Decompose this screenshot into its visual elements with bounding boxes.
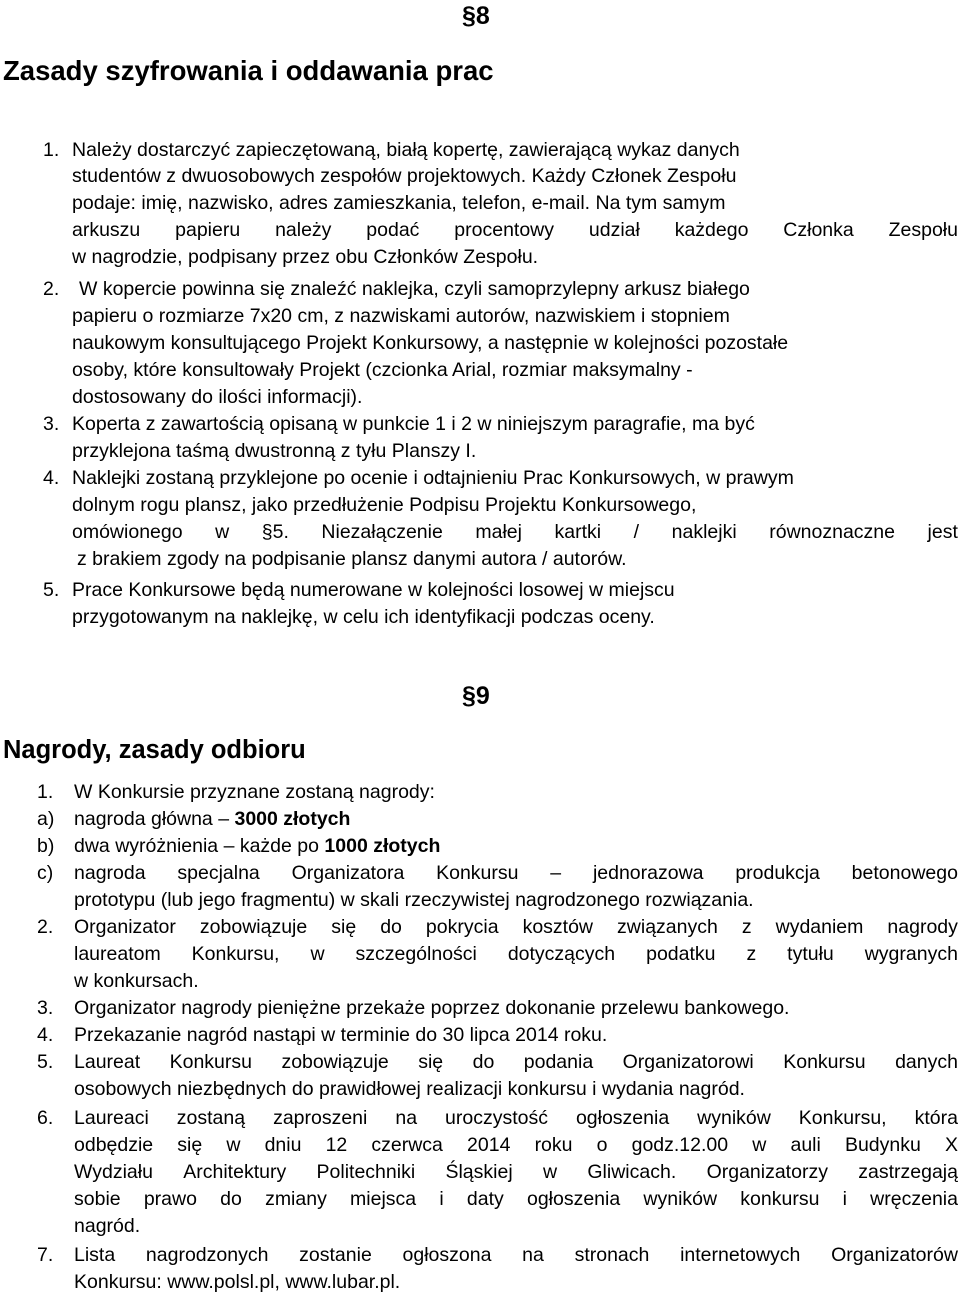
word: podać: [366, 219, 420, 241]
word: ogłoszona: [402, 1244, 492, 1266]
item-number: 7.: [37, 1244, 54, 1266]
word: zostaną: [176, 1107, 246, 1129]
word: Lista: [74, 1244, 116, 1266]
word: jednorazowa: [592, 862, 704, 884]
word: dotyczących: [507, 943, 616, 965]
item-number: 5.: [37, 1051, 54, 1073]
item-line: w nagrodzie, podpisany przez obu Członków Zespołu.: [72, 246, 539, 268]
word: daty: [466, 1188, 504, 1210]
word: Konkursu: [436, 862, 519, 884]
item-line: Koperta z zawartością opisaną w punkcie 1 i 2 w niniejszym paragrafie, ma być: [72, 413, 755, 435]
word: Budynku: [844, 1134, 921, 1156]
word: Śląskiej: [445, 1161, 513, 1183]
sub-item-letter: c): [37, 862, 54, 884]
word: udział: [588, 219, 640, 241]
item-line: osoby, które konsultowały Projekt (czcionka Arial, rozmiar maksymalny -: [72, 359, 693, 381]
word: na: [522, 1244, 544, 1266]
word: nagrody: [887, 916, 958, 938]
prize-amount: 1000 złotych: [324, 835, 441, 857]
sub-item-text: dwa wyróżnienia – każde po: [74, 835, 325, 857]
word: betonowego: [851, 862, 958, 884]
word: wyników: [697, 1107, 771, 1129]
word: konkursu: [740, 1188, 820, 1210]
word: do: [380, 916, 402, 938]
word: Konkursu: [169, 1051, 252, 1073]
word: §5.: [261, 521, 289, 543]
word: ogłoszenia: [526, 1188, 621, 1210]
word: kosztów: [522, 916, 594, 938]
word: Architektury: [183, 1161, 287, 1183]
word: Gliwicach.: [587, 1161, 677, 1183]
word: małej: [475, 521, 522, 543]
item-line: podaje: imię, nazwisko, adres zamieszkania, telefon, e-mail. Na tym samym: [72, 192, 726, 214]
item-line-justified: [74, 1188, 958, 1211]
item-line-justified: [74, 943, 958, 966]
word: naklejki: [671, 521, 737, 543]
item-line: Należy dostarczyć zapieczętowaną, białą kopertę, zawierającą wykaz danych: [72, 139, 740, 161]
word: papieru: [175, 219, 241, 241]
word: należy: [275, 219, 332, 241]
item-line: z brakiem zgody na podpisanie plansz danymi autora / autorów.: [77, 548, 627, 570]
item-line: przygotowanym na naklejkę, w celu ich identyfikacji podczas oceny.: [72, 606, 655, 628]
word: arkuszu: [72, 219, 141, 241]
section-8-title: Zasady szyfrowania i oddawania prac: [3, 55, 494, 86]
item-line: prototypu (lub jego fragmentu) w skali rzeczywistej nagrodzonego rozwiązania.: [74, 889, 754, 911]
word: Konkursu,: [798, 1107, 887, 1129]
word: Niezałączenie: [321, 521, 443, 543]
item-number: 6.: [37, 1107, 54, 1129]
word: i: [439, 1188, 444, 1210]
word: Politechniki: [316, 1161, 416, 1183]
item-line-justified: [74, 916, 958, 939]
word: wręczenia: [870, 1188, 958, 1210]
word: Laureaci: [74, 1107, 149, 1129]
item-line: Prace Konkursowe będą numerowane w kolejności losowej w miejscu: [72, 579, 675, 601]
word: uroczystość: [445, 1107, 548, 1129]
word: się: [331, 916, 357, 938]
item-line-justified: [74, 1244, 958, 1267]
word: prawo: [143, 1188, 197, 1210]
word: Konkursu,: [191, 943, 280, 965]
word: laureatom: [74, 943, 161, 965]
word: w: [752, 1134, 767, 1156]
item-number: 3.: [43, 413, 60, 435]
item-line: papieru o rozmiarze 7x20 cm, z nazwiskami autorów, nazwiskiem i stopniem: [72, 305, 730, 327]
word: sobie: [74, 1188, 121, 1210]
word: Organizatorzy: [706, 1161, 828, 1183]
word: w: [542, 1161, 558, 1183]
item-line: Organizator nagrody pieniężne przekaże poprzez dokonanie przelewu bankowego.: [74, 997, 790, 1019]
sub-item-text: nagroda główna –: [74, 808, 235, 830]
word: się: [418, 1051, 444, 1073]
word: nagroda: [74, 862, 146, 884]
item-line: Konkursu: www.polsl.pl, www.lubar.pl.: [74, 1271, 401, 1293]
item-number: 4.: [37, 1024, 54, 1046]
word: godz.12.00: [631, 1134, 729, 1156]
word: kartki: [554, 521, 602, 543]
item-line-justified: [74, 862, 958, 885]
word: Organizatora: [291, 862, 405, 884]
item-line-justified: [72, 219, 958, 242]
item-line: dostosowany do ilości informacji).: [72, 386, 363, 408]
item-line: osobowych niezbędnych do prawidłowej realizacji konkursu i wydania nagród.: [74, 1078, 745, 1100]
word: wygranych: [864, 943, 958, 965]
word: podatku: [646, 943, 716, 965]
word: zmiany: [265, 1188, 327, 1210]
word: internetowych: [680, 1244, 801, 1266]
word: podania: [523, 1051, 594, 1073]
word: produkcja: [735, 862, 820, 884]
item-line: Przekazanie nagród nastąpi w terminie do 30 lipca 2014 roku.: [74, 1024, 608, 1046]
word: Wydziału: [74, 1161, 153, 1183]
word: wyników: [643, 1188, 718, 1210]
word: tytułu: [787, 943, 834, 965]
item-number: 2.: [43, 278, 60, 300]
word: Laureat: [74, 1051, 141, 1073]
word: 2014: [467, 1134, 511, 1156]
word: stronach: [574, 1244, 650, 1266]
word: w: [310, 943, 325, 965]
item-number: 1.: [43, 139, 60, 161]
word: z: [741, 916, 752, 938]
word: Konkursu: [783, 1051, 866, 1073]
section-9-title: Nagrody, zasady odbioru: [3, 736, 306, 764]
word: się: [177, 1134, 203, 1156]
word: Członka: [783, 219, 854, 241]
word: zobowiązuje: [199, 916, 308, 938]
prize-amount: 3000 złotych: [234, 808, 351, 830]
item-line-justified: [74, 1051, 958, 1074]
word: pokrycia: [425, 916, 499, 938]
word: 12: [325, 1134, 348, 1156]
word: jest: [927, 521, 958, 543]
word: dniu: [264, 1134, 302, 1156]
item-line-justified: [74, 1161, 958, 1184]
word: związanych: [617, 916, 718, 938]
word: czerwca: [371, 1134, 443, 1156]
word: każdego: [674, 219, 749, 241]
word: i: [842, 1188, 847, 1210]
word: zastrzegają: [858, 1161, 958, 1183]
word: Organizatorów: [831, 1244, 958, 1266]
item-number: 3.: [37, 997, 54, 1019]
item-number: 1.: [37, 781, 54, 803]
item-line-justified: [72, 521, 958, 544]
section-9-mark: §9: [462, 682, 490, 710]
word: –: [550, 862, 562, 884]
word: która: [914, 1107, 958, 1129]
sub-item-letter: a): [37, 808, 55, 830]
item-line: dolnym rogu plansz, jako przedłużenie Podpisu Projektu Konkursowego,: [72, 494, 697, 516]
word: danych: [895, 1051, 958, 1073]
word: szczególności: [355, 943, 477, 965]
item-line-justified: [74, 1107, 958, 1130]
word: o: [596, 1134, 608, 1156]
item-line: Naklejki zostaną przyklejone po ocenie i odtajnieniu Prac Konkursowych, w prawym: [72, 467, 794, 489]
word: /: [633, 521, 640, 543]
sub-item-a: [74, 808, 350, 831]
word: Organizatorowi: [622, 1051, 754, 1073]
item-line: w konkursach.: [74, 970, 199, 992]
word: zobowiązuje: [281, 1051, 389, 1073]
item-line-justified: [74, 1134, 958, 1157]
word: ogłoszenia: [575, 1107, 670, 1129]
item-line: W kopercie powinna się znaleźć naklejka, czyli samoprzylepny arkusz białego: [79, 278, 750, 300]
word: Zespołu: [888, 219, 958, 241]
word: odbędzie: [74, 1134, 154, 1156]
item-line: naukowym konsultującego Projekt Konkursowy, a następnie w kolejności pozostałe: [72, 332, 789, 354]
word: omówionego: [72, 521, 183, 543]
item-line: nagród.: [74, 1215, 141, 1237]
word: procentowy: [454, 219, 555, 241]
word: roku: [534, 1134, 573, 1156]
word: specjalna: [177, 862, 260, 884]
item-number: 5.: [43, 579, 60, 601]
item-line: W Konkursie przyznane zostaną nagrody:: [74, 781, 435, 803]
word: do: [220, 1188, 242, 1210]
sub-item-letter: b): [37, 835, 55, 857]
word: do: [472, 1051, 495, 1073]
word: w: [226, 1134, 241, 1156]
item-line: studentów z dwuosobowych zespołów projektowych. Każdy Członek Zespołu: [72, 165, 737, 187]
word: X: [944, 1134, 958, 1156]
item-number: 4.: [43, 467, 60, 489]
word: z: [746, 943, 757, 965]
word: zaproszeni: [273, 1107, 368, 1129]
word: na: [395, 1107, 418, 1129]
item-number: 2.: [37, 916, 54, 938]
word: równoznaczne: [769, 521, 895, 543]
item-line: przyklejona taśmą dwustronną z tyłu Planszy I.: [72, 440, 477, 462]
word: zostanie: [299, 1244, 372, 1266]
word: Organizator: [74, 916, 176, 938]
word: auli: [790, 1134, 821, 1156]
word: nagrodzonych: [145, 1244, 269, 1266]
section-8-mark: §8: [462, 2, 490, 30]
sub-item-b: [74, 835, 440, 858]
word: w: [215, 521, 230, 543]
word: wydaniem: [775, 916, 864, 938]
word: miejsca: [350, 1188, 417, 1210]
